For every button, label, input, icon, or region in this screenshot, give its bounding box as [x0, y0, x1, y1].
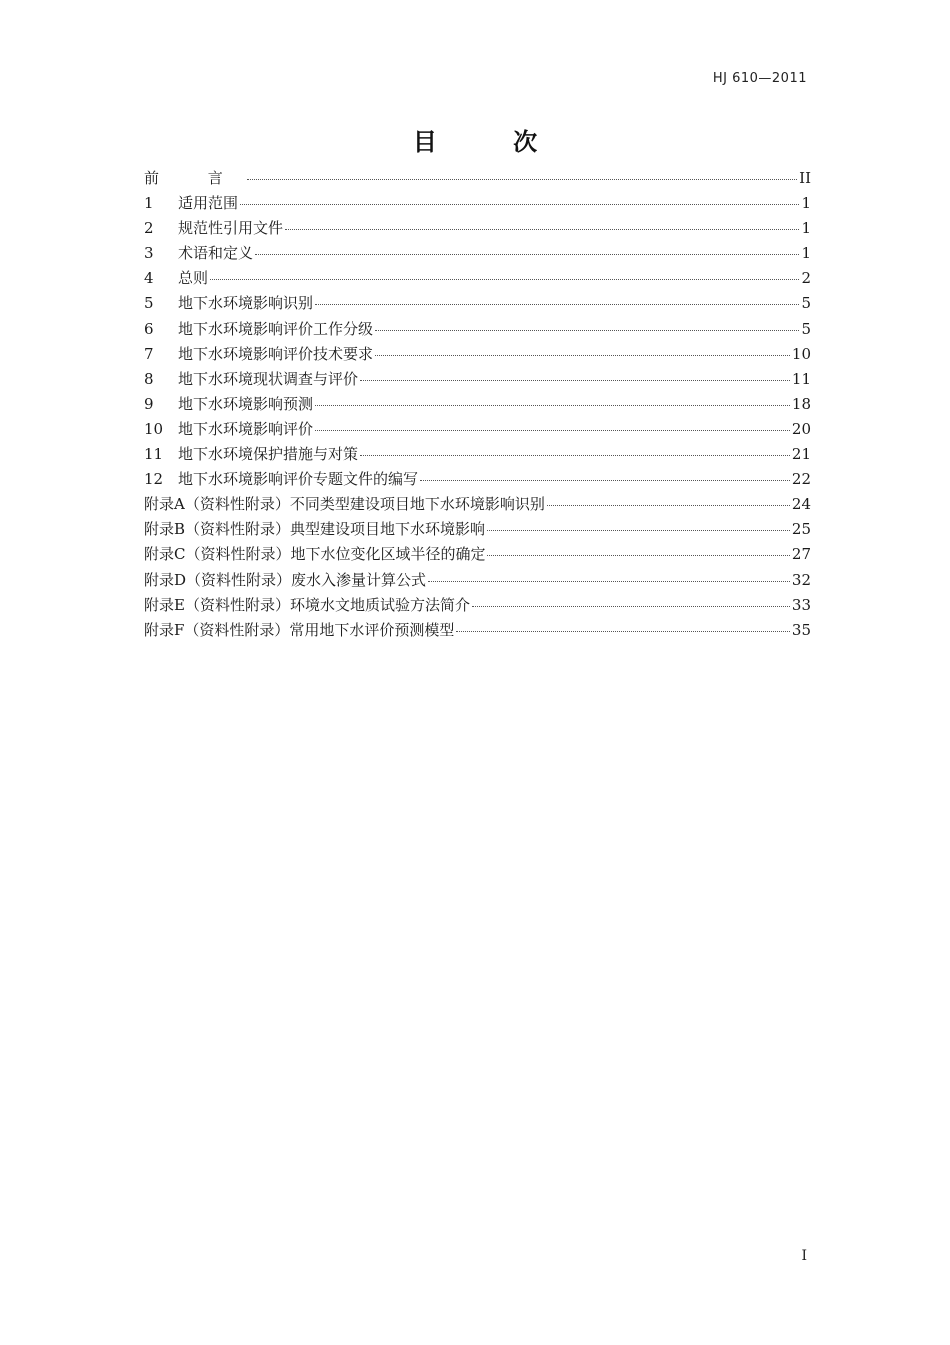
toc-entry-label: 适用范围	[178, 194, 239, 213]
toc-entry-page: 11	[791, 369, 811, 388]
toc-entry-page: 20	[791, 419, 811, 438]
toc-entry-label: 附录E（资料性附录）环境水文地质试验方法简介	[144, 595, 470, 614]
toc-entry[interactable]	[144, 518, 811, 543]
toc-entry[interactable]	[144, 468, 811, 493]
toc-entry-number: 12	[144, 470, 164, 489]
toc-entry[interactable]	[144, 217, 811, 242]
toc-entry-number: 7	[144, 344, 154, 363]
toc-entry-page: 35	[791, 620, 811, 639]
toc-entry-page: 32	[791, 570, 811, 589]
toc-entry-page: 25	[791, 520, 811, 539]
toc-entry-label: 规范性引用文件	[178, 219, 284, 238]
toc-entry-label: 术语和定义	[178, 244, 254, 263]
toc-entry[interactable]	[144, 292, 811, 317]
toc-entry[interactable]	[144, 167, 811, 192]
toc-entry-leader	[315, 429, 790, 431]
toc-entry-page: 18	[791, 394, 811, 413]
toc-entry-leader	[255, 253, 799, 255]
toc-entry[interactable]	[144, 393, 811, 418]
toc-entry-page: 1	[801, 219, 811, 238]
document-code: HJ 610—2011	[712, 71, 807, 86]
toc-entry-label: 地下水环境影响评价	[178, 419, 314, 438]
toc-entry-number: 10	[144, 419, 164, 438]
toc-entry-label: 地下水环境影响评价专题文件的编写	[178, 470, 419, 489]
toc-entry-page: 10	[791, 344, 811, 363]
toc-entry-number: 4	[144, 269, 154, 288]
toc-entry[interactable]	[144, 543, 811, 568]
toc-entry-label: 地下水环境影响识别	[178, 294, 314, 313]
toc-entry-leader	[375, 354, 790, 356]
toc-entry-page: 5	[801, 319, 811, 338]
page-number: I	[801, 1248, 807, 1264]
toc-entry-leader	[315, 404, 790, 406]
toc-entry-leader	[285, 228, 799, 230]
toc-entry-leader	[247, 178, 797, 180]
toc-entry-label: 附录F（资料性附录）常用地下水评价预测模型	[144, 620, 455, 639]
toc-entry[interactable]	[144, 493, 811, 518]
toc-entry-label: 前 言	[144, 169, 245, 187]
toc-entry-page: 21	[791, 445, 811, 464]
toc-entry-label: 地下水环境影响评价技术要求	[178, 344, 374, 363]
toc-entry-leader	[360, 379, 790, 381]
toc-entry[interactable]	[144, 318, 811, 343]
toc-entry-number: 1	[144, 194, 154, 213]
toc-entry-leader	[456, 630, 789, 632]
toc-entry[interactable]	[144, 418, 811, 443]
toc-entry-label: 地下水环境保护措施与对策	[178, 445, 359, 464]
toc-entry-number: 8	[144, 369, 154, 388]
toc-entry-page: 24	[791, 495, 811, 514]
toc-entry[interactable]	[144, 267, 811, 292]
toc-entry[interactable]	[144, 192, 811, 217]
toc-entry-leader	[375, 329, 799, 331]
toc-entry-label: 地下水环境影响预测	[178, 394, 314, 413]
toc-entry-number: 11	[144, 445, 164, 464]
toc-entry-leader	[420, 479, 790, 481]
toc-entry-leader	[487, 554, 789, 556]
toc-entry-leader	[315, 303, 799, 305]
toc-entry-page: 1	[801, 244, 811, 263]
toc-entry[interactable]	[144, 594, 811, 619]
toc-entry[interactable]	[144, 343, 811, 368]
page-title: 目 次	[412, 128, 572, 156]
toc-entry-page: 22	[791, 470, 811, 489]
toc-entry-label: 附录A（资料性附录）不同类型建设项目地下水环境影响识别	[144, 495, 545, 514]
toc-entry-leader	[240, 203, 799, 205]
toc-entry[interactable]	[144, 619, 811, 644]
toc-entry-page: II	[799, 169, 811, 187]
toc-entry-number: 3	[144, 244, 154, 263]
toc-entry[interactable]	[144, 569, 811, 594]
toc-entry-leader	[547, 504, 790, 506]
toc-entry-page: 33	[791, 595, 811, 614]
toc-entry-page: 1	[801, 194, 811, 213]
toc-entry-number: 2	[144, 219, 154, 238]
toc-entry-label: 总则	[178, 269, 209, 288]
toc-entry[interactable]	[144, 242, 811, 267]
table-of-contents	[144, 167, 811, 644]
toc-entry-leader	[487, 529, 790, 531]
toc-entry-leader	[428, 580, 790, 582]
toc-entry-number: 5	[144, 294, 154, 313]
toc-entry-label: 附录C（资料性附录）地下水位变化区域半径的确定	[144, 545, 486, 564]
toc-entry-label: 附录B（资料性附录）典型建设项目地下水环境影响	[144, 520, 486, 539]
toc-entry-label: 地下水环境影响评价工作分级	[178, 319, 374, 338]
toc-entry-page: 5	[801, 294, 811, 313]
toc-entry-number: 9	[144, 394, 154, 413]
toc-entry-page: 27	[791, 545, 811, 564]
toc-entry-leader	[360, 454, 790, 456]
toc-entry-leader	[210, 278, 799, 280]
toc-entry-page: 2	[801, 269, 811, 288]
toc-entry-label: 地下水环境现状调查与评价	[178, 369, 359, 388]
toc-entry-number: 6	[144, 319, 154, 338]
toc-entry[interactable]	[144, 443, 811, 468]
toc-entry[interactable]	[144, 368, 811, 393]
toc-entry-leader	[472, 605, 790, 607]
toc-entry-label: 附录D（资料性附录）废水入渗量计算公式	[144, 570, 427, 589]
